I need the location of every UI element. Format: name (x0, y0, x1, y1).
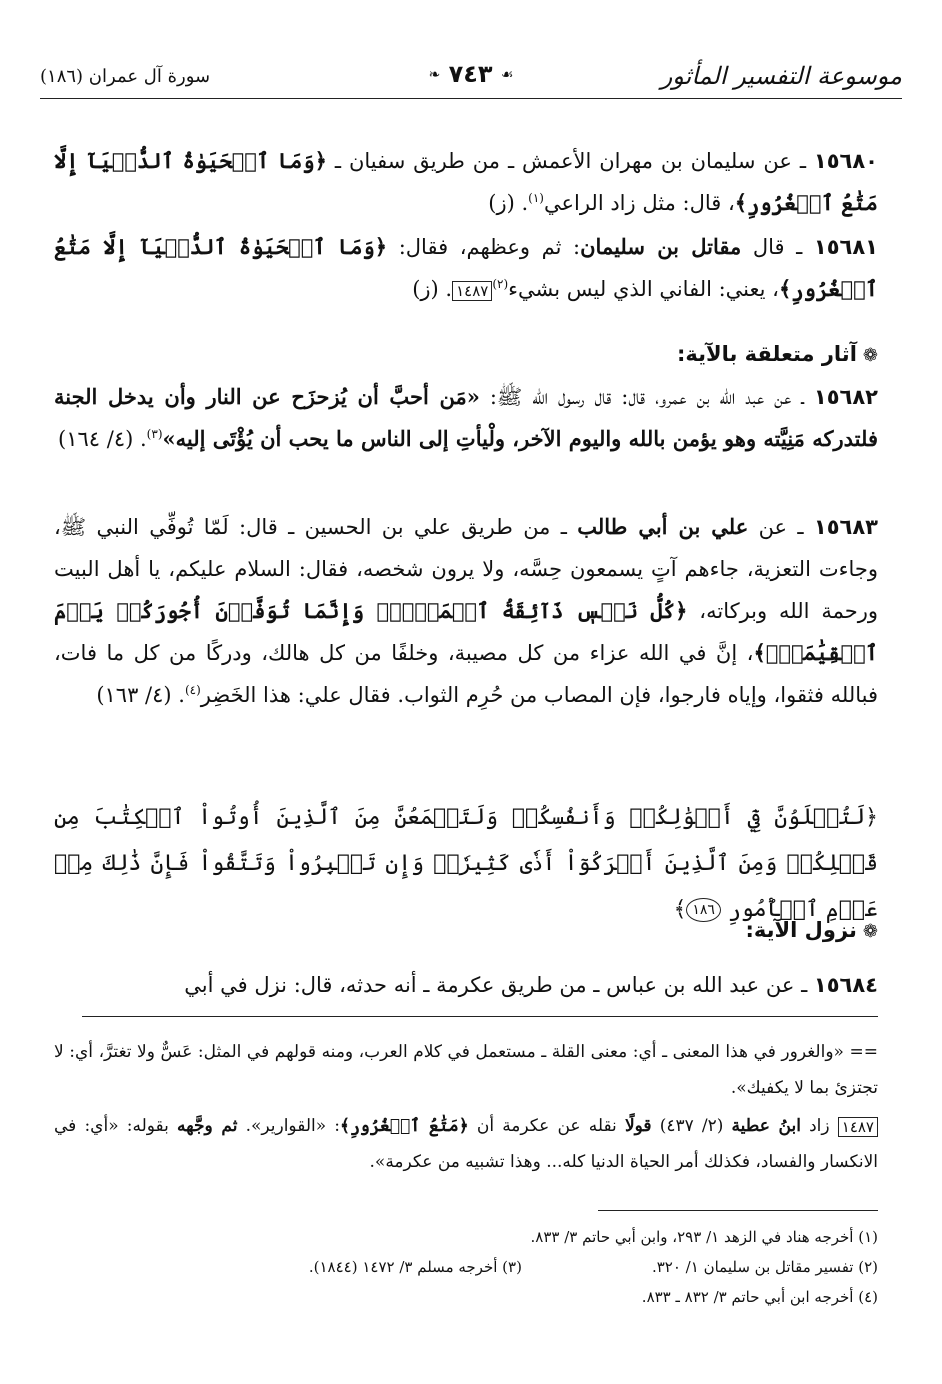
ayah-text: ﴿لَتُبۡلَوُنَّ فِيٓ أَمۡوَٰلِكُمۡ وَأَنفُسِكُمۡ وَلَتَسۡمَعُنَّ مِنَ ٱلَّذِينَ أُوتُواْ ٱلۡكِتَٰبَ مِن قَبۡلِكُمۡ وَمِنَ ٱلَّذِينَ أَشۡرَكُوٓاْ أَذٗى كَثِيرٗاۚ وَإِن تَصۡبِرُواْ وَتَتَّقُواْ فَإِنَّ ذَٰلِكَ مِنۡ عَزۡمِ ٱلۡأُمُورِ (54, 805, 878, 922)
footnote-ref[interactable]: (٢) (492, 277, 509, 291)
footnote-ref[interactable]: (١) (528, 191, 544, 205)
entry-text: ـ عن عبد الله بن عمرو، قال: قال رسول الله ﷺ: (479, 385, 814, 409)
section-title: نزول الآية: (745, 918, 857, 942)
entry-15680 (54, 140, 878, 224)
section-heading-nuzul (746, 918, 878, 942)
section-heading-athar (677, 342, 878, 366)
note-text: زاد (800, 1116, 838, 1136)
footnotes (54, 1222, 878, 1312)
entry-text: . (ز) (488, 191, 529, 215)
footnote-ref[interactable]: (٣) (146, 427, 163, 441)
footnote-3: (٣) أخرجه مسلم ٣/ ١٤٧٢ (١٨٤٤). (308, 1258, 522, 1276)
entry-number: ١٥٦٨٠ (813, 149, 878, 173)
entry-text: . (ز) (412, 277, 453, 301)
entry-text: ـ عن (748, 515, 814, 539)
note-ref-box[interactable]: ١٤٨٧ (452, 281, 492, 301)
entry-number: ١٥٦٨٢ (813, 385, 878, 409)
entry-text: . (٤/ ١٦٤) (58, 427, 147, 451)
entry-text: ـ من طريق علي بن الحسين ـ قال: لَمّا تُوفِّي النبي ﷺ، وجاءت التعزية، جاءهم آتٍ يسمعون حِسَّه، ولا يرون شخصه، فقال: السلام عليكم، يا أهل البيت ورحمة الله وبركاته، (54, 515, 879, 623)
note-text: بقوله: «أي: في الانكسار والفساد، فكذلك أمر الحياة الدنيا كله... وهذا تشبيه من عكرمة». (54, 1116, 878, 1172)
running-header (40, 60, 902, 102)
entry-number: ١٥٦٨١ (813, 235, 878, 259)
entry-text: : ثم وعظهم، فقال: (387, 235, 581, 259)
ayah-block (54, 795, 878, 933)
entry-text: ، إنَّ في الله عزاء من كل مصيبة، وخلفًا من كل هالك، ودركًا من كل ما فات، فبالله فثقوا، وإياه فارجوا، فإن المصاب من حُرِم الثواب. فقال علي: هذا الخَضِر (54, 641, 878, 707)
note-author: ابنُ عطية (731, 1116, 801, 1136)
note-1487 (54, 1108, 878, 1180)
footnote-1: (١) أخرجه هناد في الزهد ١/ ٢٩٣، وابن أبي حاتم ٣/ ٨٣٣. (530, 1228, 878, 1246)
entry-text: ـ عن سليمان بن مهران الأعمش ـ من طريق سفيان ـ (326, 149, 814, 173)
header-rule (40, 98, 902, 99)
section-title: آثار متعلقة بالآية: (676, 342, 857, 366)
entry-text: ـ عن عبد الله بن عباس ـ من طريق عكرمة ـ أنه حدثه، قال: نزل في أبي (184, 973, 814, 997)
book-title: موسوعة التفسير المأثور (660, 62, 902, 90)
narrator-name: مقاتل بن سليمان (580, 234, 742, 259)
flower-icon: ❁ (862, 345, 878, 366)
note-emphasis: ثم وجَّهه (177, 1116, 238, 1136)
verse-number-medallion: ١٨٦ (686, 898, 721, 922)
quran-quote: ﴿كُلُّ نَفۡسٖ ذَآئِقَةُ ٱلۡمَوۡتِۗ وَإِنَّمَا تُوَفَّوۡنَ أُجُورَكُمۡ يَوۡمَ ٱلۡقِيَٰمَةِۖ﴾ (54, 598, 878, 665)
note-text: : «القوارير». (237, 1116, 340, 1136)
surah-title: سورة آل عمران (١٨٦) (40, 66, 211, 87)
note-text: نقله عن عكرمة أن (468, 1116, 625, 1136)
footnote-4: (٤) أخرجه ابن أبي حاتم ٣/ ٨٣٢ ـ ٨٣٣. (641, 1288, 878, 1306)
entry-15684 (54, 964, 878, 1006)
entry-15681 (54, 226, 878, 310)
quran-quote: ﴿وَمَا ٱلۡحَيَوٰةُ ٱلدُّنۡيَآ إِلَّا مَتَٰعُ ٱلۡغُرُورِ﴾ (54, 234, 878, 301)
quran-quote: ﴿وَمَا ٱلۡحَيَوٰةُ ٱلدُّنۡيَآ إِلَّا مَتَٰعُ ٱلۡغُرُورِ﴾ (54, 148, 878, 215)
entry-number: ١٥٦٨٤ (813, 973, 878, 997)
footnote-ref[interactable]: (٤) (184, 683, 201, 697)
note-text: (٢/ ٤٣٧) (651, 1116, 732, 1136)
ayah-bracket: ﴾ (673, 897, 687, 922)
ornament-icon: ❧ (428, 67, 441, 83)
entry-text: . (٤/ ١٦٣) (96, 683, 185, 707)
note-ref-box[interactable]: ١٤٨٧ (838, 1117, 878, 1137)
spacer (522, 1252, 652, 1282)
note-emphasis: قولًا (624, 1116, 652, 1136)
page-number: ❧ ٧٤٣ ☙ (428, 60, 514, 88)
entry-15683 (54, 506, 878, 716)
note-text: == «والغرور في هذا المعنى ـ أي: معنى القلة ـ مستعمل في كلام العرب، ومنه قولهم في المثل: عَسٌّ ولا تغترَّ، أي: لا تجتزئ بما لا يكفيك». (54, 1042, 878, 1098)
narrator-name: علي بن أبي طالب (577, 514, 749, 539)
flower-icon: ❁ (862, 921, 878, 942)
quran-quote: ﴿مَتَٰعُ ٱلۡغُرُورِ﴾ (340, 1116, 469, 1136)
footnotes-separator (598, 1210, 878, 1211)
entry-number: ١٥٦٨٣ (813, 515, 878, 539)
footnote-row (54, 1252, 878, 1282)
entry-text: ، يعني: الفاني الذي ليس بشيء (508, 277, 779, 301)
hadith-text: «مَن أحبَّ أن يُزحزَح عن النار وأن يدخل الجنة فلتدركه مَنِيَّته وهو يؤمن بالله واليوم الآخر، ولْيأتِ إلى الناس ما يحب أن يُؤْتَى إليه» (54, 384, 878, 451)
note-continuation (54, 1034, 878, 1106)
notes-separator (82, 1016, 878, 1017)
entry-15682 (54, 376, 878, 460)
entry-text: ، قال: مثل زاد الراعي (543, 191, 735, 215)
ornament-icon: ☙ (500, 67, 514, 83)
entry-text: ـ قال (741, 235, 814, 259)
footnote-2: (٢) تفسير مقاتل بن سليمان ١/ ٣٢٠. (651, 1258, 878, 1276)
